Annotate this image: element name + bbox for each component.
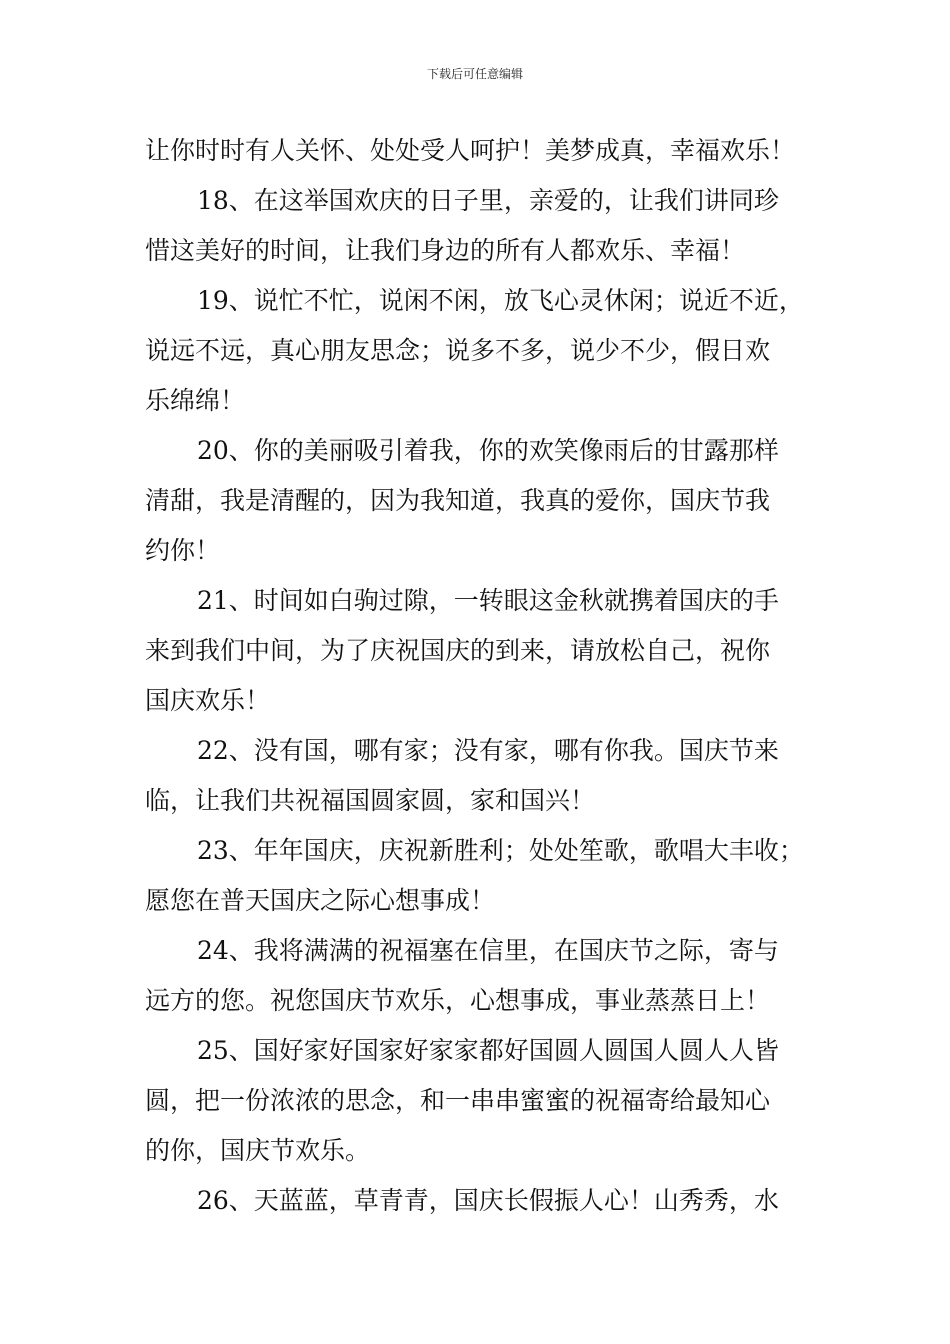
paragraph-line: 让你时时有人关怀、处处受人呵护！美梦成真，幸福欢乐！ <box>145 136 796 165</box>
paragraph-line: 国庆欢乐！ <box>145 686 271 715</box>
paragraph-first-line: 18、在这举国欢庆的日子里，亲爱的，让我们讲同珍 <box>197 186 779 215</box>
paragraph-line: 约你！ <box>145 536 221 565</box>
page-header: 下载后可任意编辑 <box>426 67 523 81</box>
paragraph-first-line: 19、说忙不忙，说闲不闲，放飞心灵休闲；说近不近， <box>197 286 804 315</box>
paragraph-line: 惜这美好的时间，让我们身边的所有人都欢乐、幸福！ <box>145 236 746 265</box>
paragraph-first-line: 21、时间如白驹过隙，一转眼这金秋就携着国庆的手 <box>197 586 779 615</box>
paragraph-first-line: 26、天蓝蓝，草青青，国庆长假振人心！山秀秀，水 <box>197 1186 779 1215</box>
paragraph-first-line: 23、年年国庆，庆祝新胜利；处处笙歌，歌唱大丰收； <box>197 836 804 865</box>
paragraph-line: 乐绵绵！ <box>145 386 246 415</box>
paragraph-line: 清甜，我是清醒的，因为我知道，我真的爱你，国庆节我 <box>145 486 771 515</box>
paragraph-line: 来到我们中间，为了庆祝国庆的到来，请放松自己，祝你 <box>145 636 771 665</box>
paragraph-line: 愿您在普天国庆之际心想事成！ <box>145 886 496 915</box>
paragraph-line: 远方的您。祝您国庆节欢乐，心想事成，事业蒸蒸日上！ <box>145 986 771 1015</box>
paragraph-line: 圆，把一份浓浓的思念，和一串串蜜蜜的祝福寄给最知心 <box>145 1086 771 1115</box>
paragraph-first-line: 22、没有国，哪有家；没有家，哪有你我。国庆节来 <box>197 736 779 765</box>
paragraph-first-line: 20、你的美丽吸引着我，你的欢笑像雨后的甘露那样 <box>197 436 779 465</box>
paragraph-line: 临，让我们共祝福国圆家圆，家和国兴！ <box>145 786 596 815</box>
paragraph-first-line: 25、国好家好国家好家家都好国圆人圆国人圆人人皆 <box>197 1036 779 1065</box>
paragraph-line: 的你，国庆节欢乐。 <box>145 1136 371 1165</box>
document-body <box>145 126 815 1226</box>
paragraph-line: 说远不远，真心朋友思念；说多不多，说少不少，假日欢 <box>145 336 771 365</box>
paragraph-first-line: 24、我将满满的祝福塞在信里，在国庆节之际，寄与 <box>197 936 779 965</box>
